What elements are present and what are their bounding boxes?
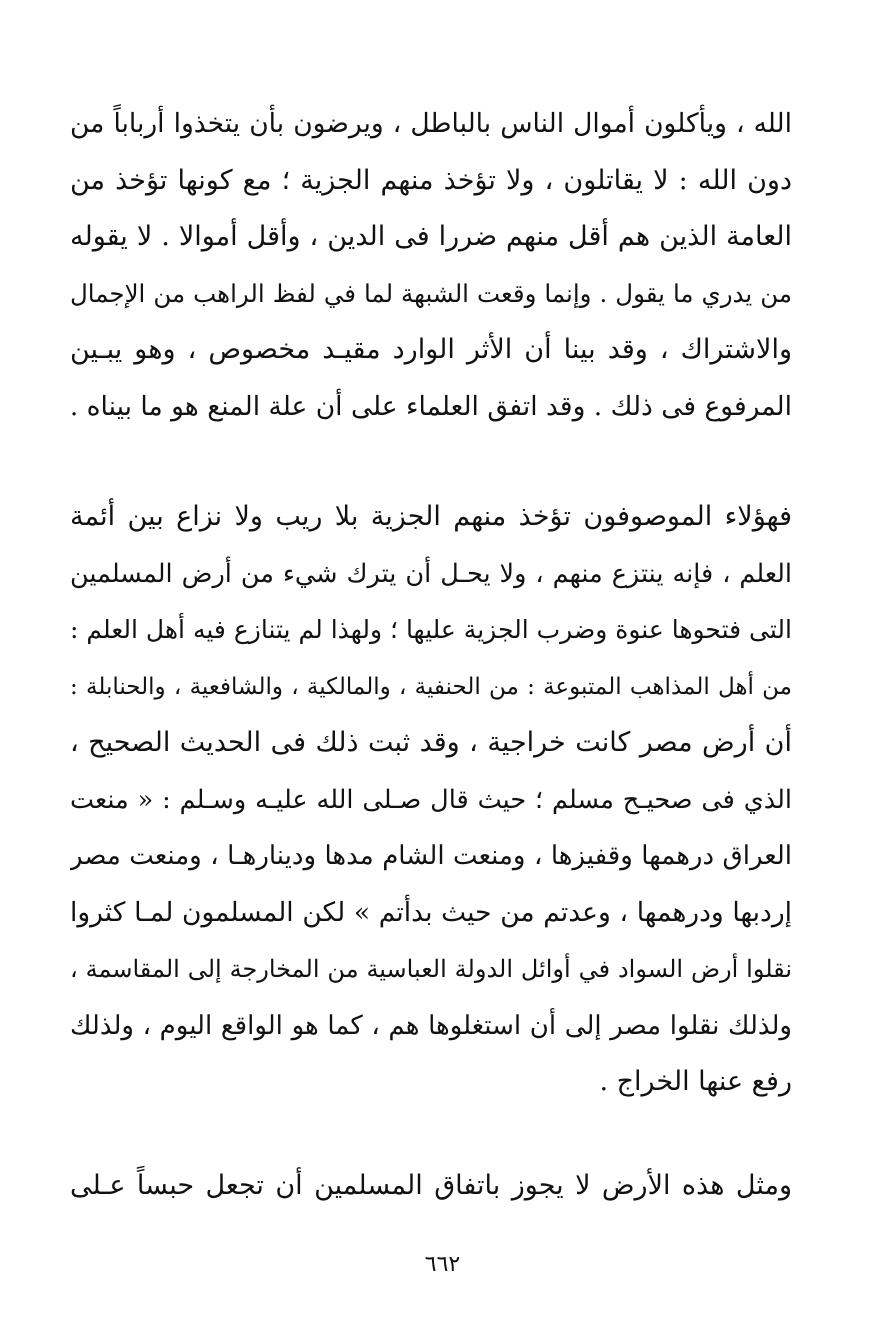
paragraph-2 <box>70 489 792 1111</box>
text-line: ولذلك نقلوا مصر إلى أن استغلوها هم ، كما هو الواقع اليوم ، ولذلك <box>70 1010 792 1041</box>
text-line: المرفوع فى ذلك . وقد اتفق العلماء على أن علة المنع هو ما بيناه . <box>70 390 792 422</box>
text-line: الله ، ويأكلون أموال الناس بالباطل ، ويرضون بأن يتخذوا أرباباً من <box>70 108 792 139</box>
text-line: العلم ، فإنه ينتزع منهم ، ولا يحـل أن يترك شيء من أرض المسلمين <box>70 558 792 589</box>
text-line: الذي فى صحيـح مسلم ؛ حيث قال صـلى الله عليـه وسـلم : « منعت <box>70 784 792 815</box>
text-line: من يدري ما يقول . وإنما وقعت الشبهة لما في لفظ الراهب من الإجمال <box>70 278 792 308</box>
text-line: رفع عنها الخراج . <box>599 1066 792 1097</box>
page-number: ٦٦٢ <box>424 1252 461 1277</box>
text-line: دون الله : لا يقاتلون ، ولا تؤخذ منهم الجزية ؛ مع كونها تؤخذ من <box>70 164 792 196</box>
text-line: ومثل هذه الأرض لا يجوز باتفاق المسلمين أن تجعل حبساً عـلى <box>70 1170 792 1201</box>
text-line: من أهل المذاهب المتبوعة : من الحنفية ، والمالكية ، والشافعية ، والحنابلة : <box>70 673 792 700</box>
text-line: إردبها ودرهمها ، وعدتم من حيث بدأتم » لكن المسلمون لمـا كثروا <box>70 896 792 928</box>
text-line: نقلوا أرض السواد في أوائل الدولة العباسية من المخارجة إلى المقاسمة ، <box>70 955 792 983</box>
text-line: فهؤلاء الموصوفون تؤخذ منهم الجزية بلا ريب ولا نزاع بين أئمة <box>70 501 792 532</box>
paragraph-3 <box>70 1158 792 1215</box>
text-line: التى فتحوها عنوة وضرب الجزية عليها ؛ ولهذا لم يتنازع فيه أهل العلم : <box>70 615 792 644</box>
text-line: العامة الذين هم أقل منهم ضررا فى الدين ، وأقل أموالا . لا يقوله <box>70 221 792 252</box>
paragraph-1 <box>70 96 792 435</box>
text-line: والاشتراك ، وقد بينا أن الأثر الوارد مقيـد مخصوص ، وهو يبـين <box>70 334 792 365</box>
text-line: أن أرض مصر كانت خراجية ، وقد ثبت ذلك فى الحديث الصحيح ، <box>70 727 792 758</box>
text-line: العراق درهمها وقفيزها ، ومنعت الشام مدها ودينارهـا ، ومنعت مصر <box>70 841 792 871</box>
